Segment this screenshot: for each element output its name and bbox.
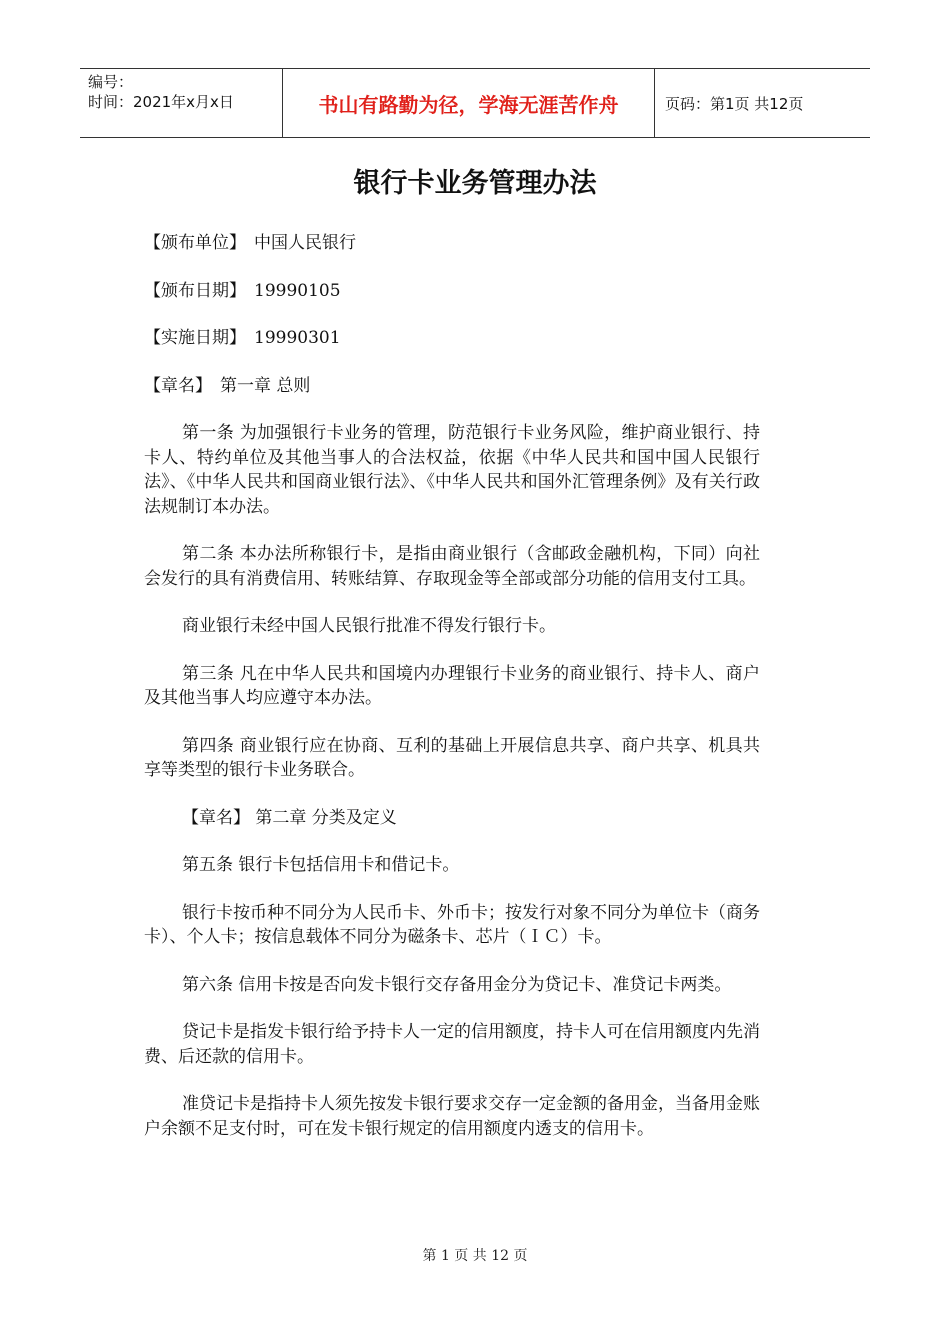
document-number-label: 编号： — [88, 73, 134, 91]
article-2: 第二条 本办法所称银行卡，是指由商业银行（含邮政金融机构，下同）向社会发行的具有消费信用、转账结算、存取现金等全部或部分功能的信用支付工具。 — [144, 544, 760, 589]
header-motto-cell — [282, 69, 655, 137]
article-2-clause: 商业银行未经中国人民银行批准不得发行银行卡。 — [182, 616, 556, 636]
header-motto: 书山有路勤为径，学海无涯苦作舟 — [318, 92, 619, 117]
meta-key: 【章名】 — [144, 375, 212, 396]
meta-issue-date — [144, 279, 760, 304]
meta-chapter — [144, 374, 760, 399]
meta-key: 【颁布单位】 — [144, 233, 246, 253]
header-page-info: 页码：第1页 共12页 — [665, 94, 804, 113]
meta-value: 第一章 总则 — [220, 375, 311, 396]
header-left-cell — [80, 69, 282, 137]
article-6-clause-1: 贷记卡是指发卡银行给予持卡人一定的信用额度，持卡人可在信用额度内先消费、后还款的信用卡。 — [144, 1022, 760, 1067]
meta-value: 中国人民银行 — [254, 233, 356, 253]
meta-key: 【实施日期】 — [144, 328, 246, 348]
meta-value: 19990105 — [254, 280, 341, 301]
page-header — [80, 68, 870, 138]
meta-value: 19990301 — [254, 328, 341, 348]
chapter-2-heading: 【章名】 第二章 分类及定义 — [182, 807, 397, 828]
meta-effective-date — [144, 326, 760, 351]
page-footer: 第 1 页 共 12 页 — [422, 1248, 528, 1264]
meta-issuer — [144, 231, 760, 256]
header-page-cell — [655, 69, 870, 137]
document-body — [144, 231, 760, 1164]
article-6: 第六条 信用卡按是否向发卡银行交存备用金分为贷记卡、准贷记卡两类。 — [182, 974, 732, 995]
article-1: 第一条 为加强银行卡业务的管理，防范银行卡业务风险，维护商业银行、持卡人、特约单位及其他当事人的合法权益，依据《中华人民共和国中国人民银行法》、《中华人民共和国商业银行法》、《中华人民共和国外汇管理条例》及有关行政法规制订本办法。 — [144, 423, 760, 517]
document-title: 银行卡业务管理办法 — [353, 168, 597, 199]
meta-key: 【颁布日期】 — [144, 280, 246, 301]
article-4: 第四条 商业银行应在协商、互利的基础上开展信息共享、商户共享、机具共享等类型的银行卡业务联合。 — [144, 735, 760, 780]
article-6-clause-2: 准贷记卡是指持卡人须先按发卡银行要求交存一定金额的备用金，当备用金账户余额不足支付时，可在发卡银行规定的信用额度内透支的信用卡。 — [144, 1094, 760, 1139]
article-5-clause: 银行卡按币种不同分为人民币卡、外币卡；按发行对象不同分为单位卡（商务卡）、个人卡；按信息载体不同分为磁条卡、芯片（ＩＣ）卡。 — [144, 902, 760, 947]
article-3: 第三条 凡在中华人民共和国境内办理银行卡业务的商业银行、持卡人、商户及其他当事人均应遵守本办法。 — [144, 663, 760, 708]
document-time-label: 时间：2021年x月x日 — [88, 93, 234, 111]
article-5: 第五条 银行卡包括信用卡和借记卡。 — [182, 855, 460, 875]
